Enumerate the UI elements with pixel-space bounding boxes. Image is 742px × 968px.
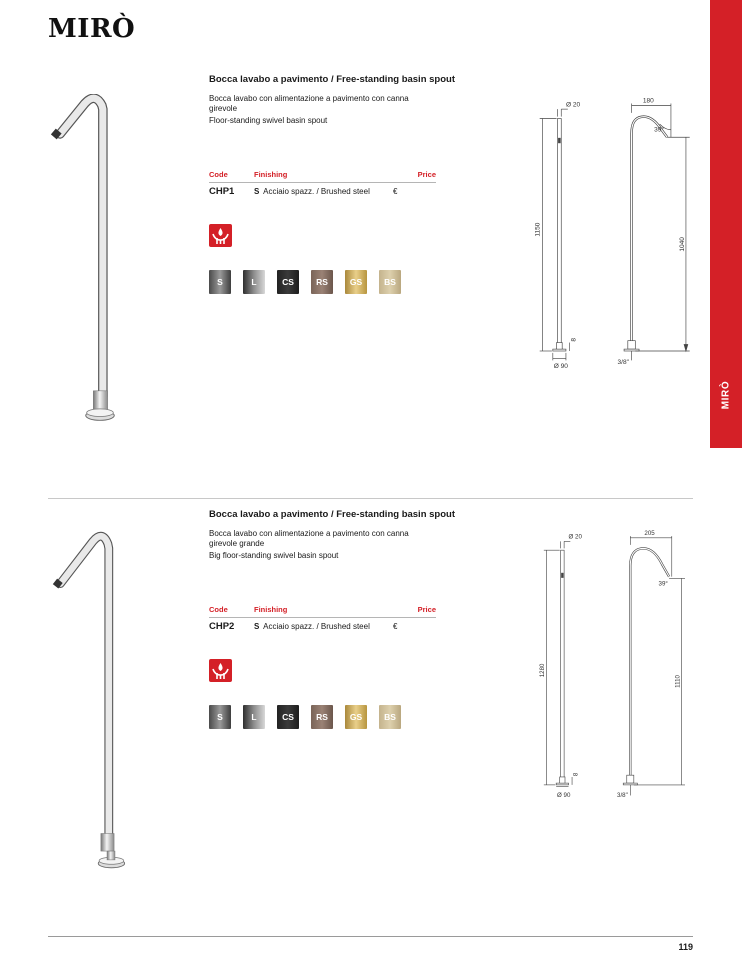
finish-name: Acciaio spazz. / Brushed steel <box>263 187 370 196</box>
dim-angle: 39° <box>658 580 668 588</box>
finish-code: S <box>254 187 260 196</box>
technical-drawing <box>515 529 705 829</box>
price-cell: € <box>393 622 398 631</box>
header-finishing: Finishing <box>254 605 288 614</box>
product-code: CHP2 <box>209 621 235 632</box>
dim-top-diameter: Ø 20 <box>568 533 582 541</box>
finish-code: S <box>254 622 260 631</box>
product-info <box>209 509 455 722</box>
swatch-l: L <box>243 270 265 294</box>
page-number: 119 <box>678 942 693 952</box>
description-italian: Bocca lavabo con alimentazione a pavimento con canna girevole <box>209 94 409 113</box>
swatch-s: S <box>209 705 231 729</box>
dim-total-height: 1280 <box>538 663 546 678</box>
table-header <box>209 170 436 183</box>
swatch-bs: BS <box>379 270 401 294</box>
side-tab-text: MIRÒ <box>720 380 732 410</box>
water-saving-icon <box>209 224 232 247</box>
dim-outlet-height: 1110 <box>674 675 682 688</box>
dim-thread: 3/8" <box>617 359 629 367</box>
header-code: Code <box>209 605 228 614</box>
finish-name: Acciaio spazz. / Brushed steel <box>263 622 370 631</box>
dim-base-height: 8 <box>572 772 580 777</box>
dim-top-diameter: Ø 20 <box>565 101 581 109</box>
product-photo <box>40 529 160 881</box>
swatch-cs: CS <box>277 705 299 729</box>
product-code: CHP1 <box>209 186 235 197</box>
dim-reach: 180 <box>642 97 654 105</box>
dim-reach: 205 <box>644 530 655 538</box>
swatch-s: S <box>209 270 231 294</box>
dim-thread: 3/8" <box>617 792 628 800</box>
header-finishing: Finishing <box>254 170 288 179</box>
dim-angle: 39° <box>654 126 664 134</box>
dim-base-height: 8 <box>570 337 578 342</box>
water-saving-icon <box>209 659 232 682</box>
section-divider <box>48 498 693 499</box>
table-header <box>209 605 436 618</box>
technical-drawing <box>515 96 705 396</box>
description-english: Big floor-standing swivel basin spout <box>209 551 339 560</box>
finishing-cell <box>254 187 370 196</box>
dim-outlet-height: 1040 <box>679 237 687 252</box>
swatch-gs: GS <box>345 705 367 729</box>
dim-base-diameter: Ø 90 <box>557 792 571 800</box>
description-english: Floor-standing swivel basin spout <box>209 116 328 125</box>
product-photo <box>40 94 160 446</box>
header-price: Price <box>417 170 436 179</box>
header-code: Code <box>209 170 228 179</box>
swatch-bs: BS <box>379 705 401 729</box>
description-italian: Bocca lavabo con alimentazione a pavimento con canna girevole grande <box>209 529 409 548</box>
product-title: Bocca lavabo a pavimento / Free-standing basin spout <box>209 509 455 520</box>
swatch-l: L <box>243 705 265 729</box>
swatch-rs: RS <box>311 705 333 729</box>
finish-swatches <box>209 705 409 729</box>
side-tab-label <box>710 370 742 420</box>
product-title: Bocca lavabo a pavimento / Free-standing basin spout <box>209 74 455 85</box>
dim-total-height: 1150 <box>534 222 542 237</box>
product-info <box>209 74 455 287</box>
footer-divider <box>48 936 693 937</box>
dim-base-diameter: Ø 90 <box>553 362 568 370</box>
header-price: Price <box>417 605 436 614</box>
price-cell: € <box>393 187 398 196</box>
swatch-rs: RS <box>311 270 333 294</box>
swatch-cs: CS <box>277 270 299 294</box>
finishing-cell <box>254 622 370 631</box>
swatch-gs: GS <box>345 270 367 294</box>
finish-swatches <box>209 270 409 294</box>
brand-logo: MIRÒ <box>48 14 136 44</box>
